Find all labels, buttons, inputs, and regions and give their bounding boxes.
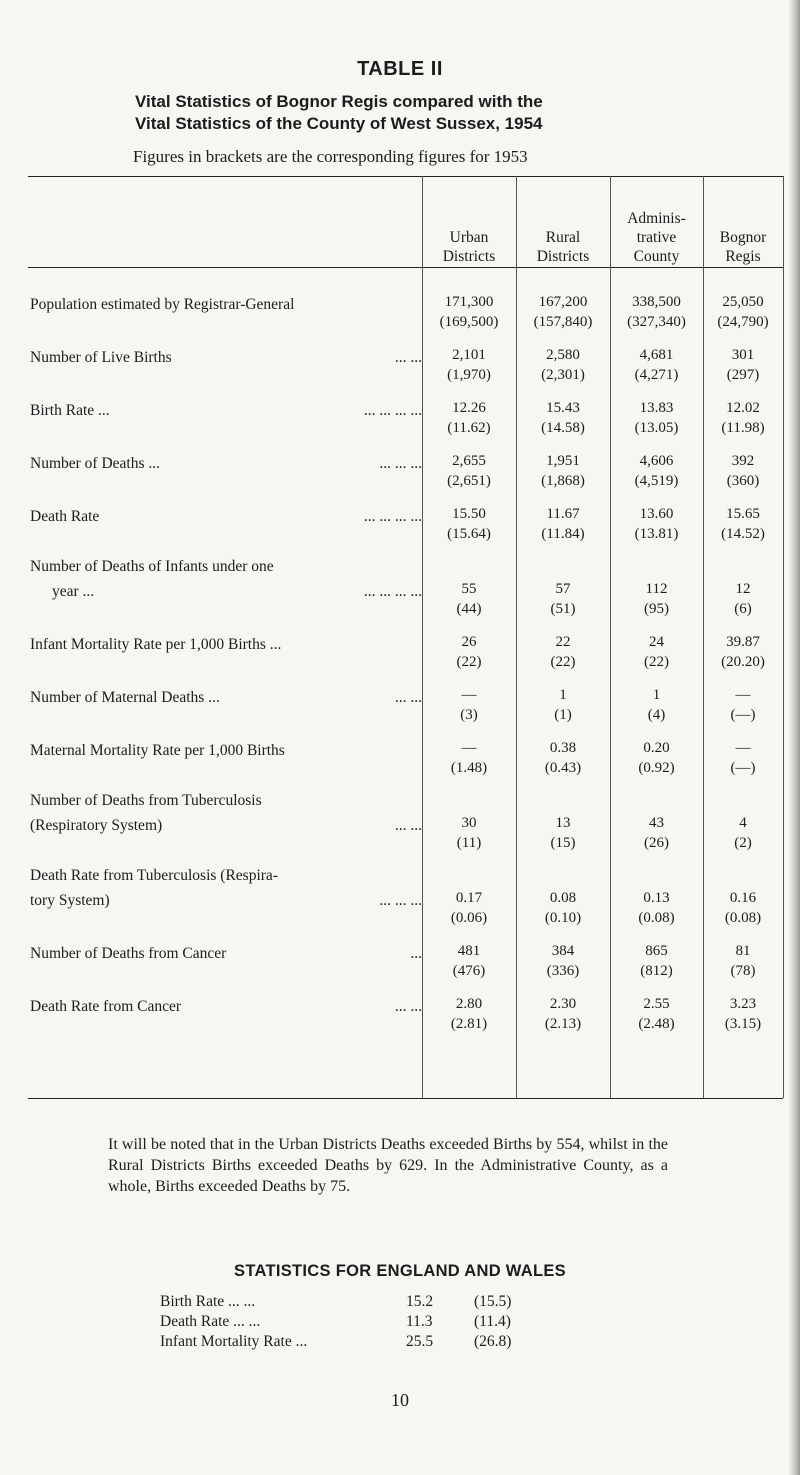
cell-value-1954: 301 [731,347,755,363]
stat-value: 15.2 [406,1293,434,1310]
column-header-line: Rural [545,229,581,246]
cell-value-1953: (14.58) [541,420,585,436]
row-label-line: Number of Deaths from Tuberculosis [30,788,422,813]
stat-label: Infant Mortality Rate ... [160,1333,308,1350]
table-cell [703,738,783,778]
stat-label: Death Rate ... ... [160,1313,261,1330]
table-cell [703,398,783,438]
table-cell [516,345,610,385]
row-label-line: Number of Deaths from Cancer [30,941,422,966]
cell-value-1953: (24,790) [717,314,769,330]
cell-value-1954: 30 [461,815,477,831]
table-cell [703,685,783,725]
cell-value-1953: (336) [546,963,580,979]
cell-value-1953: (—) [730,707,756,723]
cell-value-1953: (0.10) [544,910,582,926]
table-cell [703,994,783,1034]
cell-value-1954: 22 [555,634,571,650]
cell-value-1953: (476) [452,963,486,979]
cell-value-1954: 12 [735,581,751,597]
table-cell [516,632,610,672]
cell-value-1953: (4,519) [634,473,679,489]
cell-value-1953: (327,340) [627,314,686,330]
cell-value-1954: 15.50 [452,506,486,522]
stat-previous-value: (26.8) [474,1333,512,1350]
table-cell [516,292,610,332]
stat-label: Birth Rate ... ... [160,1293,256,1310]
table-cell [703,345,783,385]
cell-value-1954: — [735,687,751,703]
table-top-rule [28,176,783,177]
cell-value-1953: (26) [644,835,669,851]
table-cell [422,994,516,1034]
cell-value-1953: (1.48) [450,760,488,776]
cell-value-1953: (4,271) [634,367,679,383]
cell-value-1954: 2,655 [452,453,486,469]
cell-value-1953: (2) [734,835,752,851]
table-cell [703,504,783,544]
table-cell [422,451,516,491]
cell-value-1954: 4 [739,815,747,831]
title-line-2: Vital Statistics of the County of West Sussex, 1954 [135,114,543,133]
table-cell [516,579,610,619]
table-cell [516,685,610,725]
cell-value-1953: (15) [550,835,576,851]
table-cell [422,941,516,981]
cell-value-1954: 2.80 [455,996,483,1012]
row-label-line: Number of Deaths ... [30,451,422,476]
cell-value-1954: 171,300 [444,294,494,310]
stat-previous-value: (11.4) [474,1313,511,1330]
stat-previous-value: (15.5) [474,1293,512,1310]
cell-value-1954: 0.38 [549,740,577,756]
table-cell [610,398,703,438]
cell-value-1954: 24 [649,634,664,650]
row-label [30,398,422,423]
cell-value-1953: (14.52) [721,526,765,542]
table-cell [516,451,610,491]
column-header-line [703,209,783,228]
table-cell [703,888,783,928]
stat-value: 11.3 [406,1313,433,1330]
cell-value-1953: (95) [644,601,669,617]
cell-value-1953: (13.05) [634,420,679,436]
row-label-line: Death Rate from Tuberculosis (Respira- [30,863,422,888]
cell-value-1954: 57 [555,581,571,597]
title-line-1: Vital Statistics of Bognor Regis compared with the [135,92,543,111]
row-leader-dots: ... ... ... [377,451,422,476]
cell-value-1954: 26 [461,634,477,650]
row-leader-dots: ... ... [393,813,422,838]
cell-value-1954: 12.26 [452,400,486,416]
cell-value-1953: (22) [456,654,482,670]
column-header-rural [516,209,610,266]
table-cell [422,345,516,385]
table-cell [422,738,516,778]
cell-value-1953: (2.48) [638,1016,675,1032]
row-label-line: Number of Deaths of Infants under one [30,554,422,579]
cell-value-1953: (1,868) [541,473,585,489]
cell-value-1954: 481 [457,943,481,959]
cell-value-1954: 13.60 [639,506,674,522]
column-header-line: Bognor [719,229,767,246]
table-cell [610,941,703,981]
cell-value-1954: — [735,740,751,756]
cell-value-1953: (78) [730,963,756,979]
cell-value-1954: 2,580 [546,347,580,363]
cell-value-1954: 0.16 [729,890,757,906]
cell-value-1953: (1,970) [447,367,491,383]
cell-value-1954: 13.83 [639,400,674,416]
cell-value-1954: 338,500 [632,294,681,310]
column-header-line [422,209,516,228]
cell-value-1953: (3.15) [724,1016,762,1032]
cell-value-1954: 1 [559,687,567,703]
cell-value-1953: (360) [726,473,760,489]
row-leader-dots: ... ... ... ... [362,398,422,423]
cell-value-1953: (2,651) [447,473,491,489]
cell-value-1953: (2,301) [541,367,585,383]
cell-value-1954: 55 [461,581,477,597]
column-header-urban [422,209,516,266]
table-cell [610,345,703,385]
england-wales-title: STATISTICS FOR ENGLAND AND WALES [234,1262,566,1280]
cell-value-1954: 2.55 [643,996,670,1012]
table-cell [610,504,703,544]
cell-value-1954: — [461,687,477,703]
row-label [30,863,422,913]
cell-value-1954: 15.43 [546,400,580,416]
table-cell [422,685,516,725]
table-cell [610,813,703,853]
cell-value-1953: (0.06) [450,910,488,926]
column-divider [783,176,784,1098]
table-label: TABLE II [357,58,443,80]
cell-value-1953: (20.20) [721,654,765,670]
row-label-line: Birth Rate ... [30,398,422,423]
cell-value-1954: — [461,740,477,756]
stat-value: 25.5 [406,1333,434,1350]
cell-value-1953: (1) [554,707,572,723]
row-leader-dots: ... ... [393,994,422,1019]
cell-value-1953: (15.64) [447,526,491,542]
table-cell [516,398,610,438]
column-header-bognor-regis [703,209,783,266]
row-leader-dots: ... ... [393,345,422,370]
table-cell [610,888,703,928]
row-label-line: Infant Mortality Rate per 1,000 Births ... [30,632,422,657]
cell-value-1954: 865 [645,943,668,959]
column-header-line [516,209,610,228]
cell-value-1953: (51) [550,601,576,617]
cell-value-1954: 3.23 [729,996,757,1012]
cell-value-1954: 384 [551,943,575,959]
cell-value-1954: 39.87 [726,634,760,650]
cell-value-1954: 2.30 [549,996,577,1012]
row-label [30,345,422,370]
cell-value-1953: (297) [726,367,760,383]
cell-value-1953: (169,500) [439,314,499,330]
row-label [30,292,422,317]
cell-value-1954: 1,951 [546,453,580,469]
table-cell [610,738,703,778]
cell-value-1953: (44) [456,601,482,617]
note-paragraph: It will be noted that in the Urban Districts Deaths exceeded Births by 554, whilst in the Rural Districts Births exceeded Deaths by 629. In the Administrative County, as a whole, Births exceeded Deaths by 75. [108,1136,668,1195]
table-cell [703,579,783,619]
row-label [30,738,422,763]
table-cell [422,888,516,928]
cell-value-1953: (0.08) [724,910,762,926]
cell-value-1954: 12.02 [726,400,760,416]
cell-value-1953: (11.62) [447,420,491,436]
cell-value-1954: 0.08 [549,890,577,906]
table-cell [610,685,703,725]
column-header-line: Districts [442,248,496,265]
row-label-line: (Respiratory System) [30,817,163,834]
column-header-line: County [633,248,680,265]
cell-value-1954: 0.13 [643,890,670,906]
row-leader-dots: ... ... ... ... [362,579,422,604]
row-label [30,941,422,966]
cell-value-1954: 13 [555,815,571,831]
cell-value-1954: 81 [735,943,751,959]
column-header-administrative-county [610,209,703,266]
header-bottom-rule [28,267,783,268]
cell-value-1954: 2,101 [452,347,486,363]
row-label-line: Number of Live Births [30,345,422,370]
column-header-line: trative [636,229,677,246]
table-cell [610,994,703,1034]
row-label [30,632,422,657]
cell-value-1953: (11.84) [541,526,585,542]
cell-value-1953: (11) [456,835,482,851]
cell-value-1953: (4) [647,707,666,723]
table-cell [516,813,610,853]
table-cell [610,292,703,332]
cell-value-1954: 11.67 [546,506,580,522]
cell-value-1953: (13.81) [634,526,679,542]
page-number: 10 [391,1390,409,1410]
subtitle: Figures in brackets are the corresponding figures for 1953 [133,147,528,166]
table-cell [422,632,516,672]
cell-value-1954: 25,050 [722,294,764,310]
table-cell [516,941,610,981]
table-cell [516,738,610,778]
cell-value-1954: 112 [645,581,668,597]
table-cell [422,292,516,332]
table-cell [422,398,516,438]
row-label-line: Death Rate from Cancer [30,994,422,1019]
cell-value-1953: (0.08) [638,910,675,926]
table-cell [422,579,516,619]
cell-value-1953: (157,840) [533,314,593,330]
cell-value-1953: (22) [644,654,669,670]
row-label-line: tory System) [30,892,110,909]
row-label [30,994,422,1019]
cell-value-1954: 15.65 [726,506,760,522]
table-cell [703,451,783,491]
cell-value-1953: (0.92) [638,760,675,776]
table-cell [703,632,783,672]
cell-value-1953: (0.43) [544,760,582,776]
column-header-line: Adminis- [627,210,686,227]
cell-value-1953: (812) [640,963,673,979]
cell-value-1953: (2.13) [544,1016,582,1032]
cell-value-1954: 1 [652,687,661,703]
row-label-line: Death Rate [30,504,422,529]
row-leader-dots: ... ... [393,685,422,710]
column-header-line: Urban [449,229,489,246]
table-cell [516,888,610,928]
cell-value-1954: 0.17 [455,890,483,906]
row-label-line: Population estimated by Registrar-General [30,292,422,317]
row-leader-dots: ... ... ... [377,888,422,913]
row-label [30,554,422,604]
row-label [30,788,422,838]
cell-value-1954: 4,681 [639,347,674,363]
table-cell [422,813,516,853]
row-label-line: Number of Maternal Deaths ... [30,685,422,710]
cell-value-1954: 4,606 [639,453,674,469]
table-cell [610,579,703,619]
cell-value-1954: 167,200 [538,294,588,310]
row-leader-dots: ... ... ... ... [362,504,422,529]
table-cell [703,941,783,981]
column-header-line: Regis [725,248,761,265]
cell-value-1953: (6) [734,601,752,617]
table-cell [703,292,783,332]
cell-value-1953: (11.98) [721,420,765,436]
cell-value-1953: (22) [550,654,576,670]
column-header-line: Districts [536,248,590,265]
table-cell [610,451,703,491]
table-cell [610,632,703,672]
table-cell [703,813,783,853]
cell-value-1953: (3) [460,707,478,723]
table-bottom-rule [28,1098,783,1099]
cell-value-1954: 43 [649,815,664,831]
cell-value-1954: 392 [731,453,755,469]
row-label [30,504,422,529]
cell-value-1953: (—) [730,760,756,776]
cell-value-1954: 0.20 [643,740,670,756]
row-label-line: Maternal Mortality Rate per 1,000 Births [30,738,422,763]
table-cell [422,504,516,544]
cell-value-1953: (2.81) [450,1016,488,1032]
table-cell [516,504,610,544]
row-label [30,451,422,476]
row-label [30,685,422,710]
row-label-line: year ... [52,583,95,600]
row-leader-dots: ... [408,941,422,966]
table-cell [516,994,610,1034]
